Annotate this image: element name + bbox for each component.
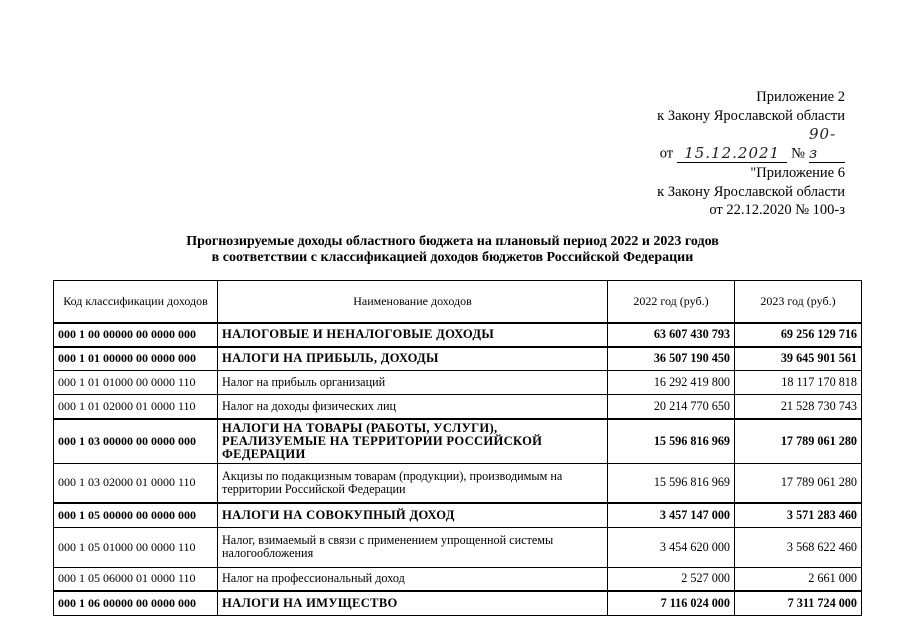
row-2022: 15 596 816 969 xyxy=(608,419,735,464)
row-2023: 3 571 283 460 xyxy=(735,503,862,527)
row-2023: 2 661 000 xyxy=(735,567,862,591)
row-name: НАЛОГОВЫЕ И НЕНАЛОГОВЫЕ ДОХОДЫ xyxy=(218,323,608,347)
table-header-row xyxy=(54,281,862,323)
row-name: НАЛОГИ НА СОВОКУПНЫЙ ДОХОД xyxy=(218,503,608,527)
row-code: 000 1 01 00000 00 0000 000 xyxy=(54,347,218,371)
table-row xyxy=(54,323,862,347)
row-2022: 36 507 190 450 xyxy=(608,347,735,371)
document-title-line2: в соответствии с классификацией доходов бюджетов Российской Федерации xyxy=(211,250,694,265)
row-name: Акцизы по подакцизным товарам (продукции), производимым на территории Российской Федерации xyxy=(218,463,608,503)
header-name: Наименование доходов xyxy=(218,281,608,323)
row-2022: 7 116 024 000 xyxy=(608,591,735,615)
row-code: 000 1 00 00000 00 0000 000 xyxy=(54,323,218,347)
row-2023: 7 311 724 000 xyxy=(735,591,862,615)
table-row xyxy=(54,347,862,371)
row-code: 000 1 01 02000 01 0000 110 xyxy=(54,395,218,419)
table-row xyxy=(54,419,862,464)
row-2022: 2 527 000 xyxy=(608,567,735,591)
row-2022: 16 292 419 800 xyxy=(608,371,735,395)
row-2023: 18 117 170 818 xyxy=(735,371,862,395)
header-code: Код классификации доходов xyxy=(54,281,218,323)
appendix-6-title: "Приложение 6 xyxy=(750,165,845,181)
from-label: от xyxy=(659,145,674,162)
table-row xyxy=(54,591,862,615)
table-row xyxy=(54,395,862,419)
number-label: № xyxy=(791,145,805,162)
header-2022: 2022 год (руб.) xyxy=(608,281,735,323)
document-title-line1: Прогнозируемые доходы областного бюджета на плановый период 2022 и 2023 годов xyxy=(186,234,719,249)
row-name: Налог на доходы физических лиц xyxy=(218,395,608,419)
row-2022: 20 214 770 650 xyxy=(608,395,735,419)
row-name: Налог на профессиональный доход xyxy=(218,567,608,591)
table-row xyxy=(54,567,862,591)
appendix-2-title: Приложение 2 xyxy=(756,89,845,105)
revenue-table xyxy=(53,280,862,616)
appendix-2-law: к Закону Ярославской области xyxy=(657,107,845,124)
row-2022: 3 454 620 000 xyxy=(608,527,735,567)
row-2022: 15 596 816 969 xyxy=(608,463,735,503)
row-name: Налог на прибыль организаций xyxy=(218,371,608,395)
row-2023: 17 789 061 280 xyxy=(735,463,862,503)
row-code: 000 1 03 00000 00 0000 000 xyxy=(54,419,218,464)
handwritten-number: 90-з xyxy=(809,125,845,163)
row-code: 000 1 03 02000 01 0000 110 xyxy=(54,463,218,503)
appendix-6-law: к Закону Ярославской области xyxy=(657,183,845,200)
row-code: 000 1 05 01000 00 0000 110 xyxy=(54,527,218,567)
document-title xyxy=(0,234,905,266)
table-row xyxy=(54,463,862,503)
appendix-2-date-line xyxy=(660,125,845,163)
row-code: 000 1 05 00000 00 0000 000 xyxy=(54,503,218,527)
appendix-6-date: от 22.12.2020 № 100-з xyxy=(709,202,845,218)
row-2023: 69 256 129 716 xyxy=(735,323,862,347)
appendix-2-header xyxy=(657,88,845,163)
row-name: Налог, взимаемый в связи с применением упрощенной системы налогообложения xyxy=(218,527,608,567)
table-row xyxy=(54,527,862,567)
row-2023: 39 645 901 561 xyxy=(735,347,862,371)
table-row xyxy=(54,371,862,395)
row-2023: 21 528 730 743 xyxy=(735,395,862,419)
row-2023: 3 568 622 460 xyxy=(735,527,862,567)
row-name: НАЛОГИ НА ПРИБЫЛЬ, ДОХОДЫ xyxy=(218,347,608,371)
row-2022: 3 457 147 000 xyxy=(608,503,735,527)
table-row xyxy=(54,503,862,527)
row-2022: 63 607 430 793 xyxy=(608,323,735,347)
row-code: 000 1 01 01000 00 0000 110 xyxy=(54,371,218,395)
row-2023: 17 789 061 280 xyxy=(735,419,862,464)
appendix-6-header xyxy=(657,164,845,220)
row-name: НАЛОГИ НА ИМУЩЕСТВО xyxy=(218,591,608,615)
row-name: НАЛОГИ НА ТОВАРЫ (РАБОТЫ, УСЛУГИ), РЕАЛИЗУЕМЫЕ НА ТЕРРИТОРИИ РОССИЙСКОЙ ФЕДЕРАЦИИ xyxy=(218,419,608,464)
header-2023: 2023 год (руб.) xyxy=(735,281,862,323)
row-code: 000 1 05 06000 01 0000 110 xyxy=(54,567,218,591)
handwritten-date: 15.12.2021 xyxy=(677,144,787,164)
row-code: 000 1 06 00000 00 0000 000 xyxy=(54,591,218,615)
